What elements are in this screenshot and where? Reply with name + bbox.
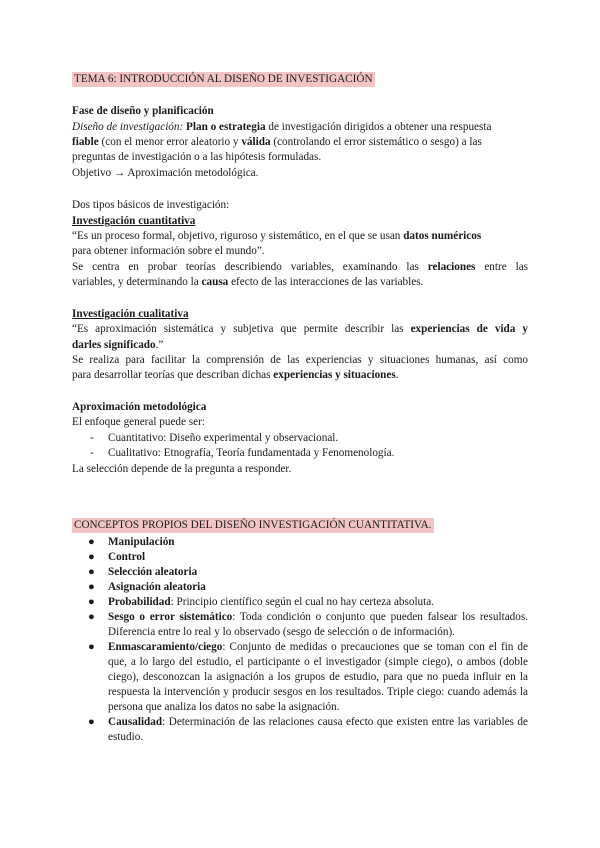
- cuantitativa-quote-1: [72, 229, 528, 244]
- cual-p2-end: .: [395, 369, 399, 381]
- cuantitativa-heading: Investigación cuantitativa: [72, 215, 196, 227]
- cuantitativa-quote-2: para obtener información sobre el mundo”.: [72, 245, 265, 257]
- bullet-marker: ●: [88, 566, 95, 578]
- concept-term: Probabilidad: [108, 596, 171, 608]
- def-term: Diseño de investigación:: [72, 121, 184, 133]
- concept-text: : Principio científico según el cual no hay certeza absoluta.: [170, 596, 435, 608]
- list-item: [72, 580, 528, 595]
- title-row: [72, 72, 528, 87]
- aproximacion-item-text: Cualitativo: Etnografía, Teoría fundamentada y Fenomenología.: [108, 447, 395, 459]
- bullet-marker: ●: [88, 611, 95, 623]
- list-item: [72, 715, 528, 745]
- cuant-p2-end: efecto de las interacciones de las variables.: [231, 276, 424, 288]
- cual-p2-text: para desarrollar teorías que describan dichas: [72, 369, 271, 381]
- conceptos-title-row: [72, 518, 528, 533]
- list-item: [72, 565, 528, 580]
- def-text-3: (controlando el error sistemático o sesgo) a las: [273, 136, 482, 148]
- dash-marker: -: [90, 447, 94, 459]
- cuantitativa-para-1: [72, 260, 528, 275]
- cuant-p1-bold: relaciones: [427, 261, 476, 273]
- cual-quote-text: “Es aproximación sistemática y subjetiva que permite describir las: [72, 323, 404, 335]
- bullet-marker: ●: [88, 641, 95, 653]
- bullet-marker: ●: [88, 596, 95, 608]
- concept-text: : Toda condición o conjunto que pueden falsear los resultados. Diferencia entre lo real y lo observado (sesgo de selección o de información).: [108, 611, 528, 638]
- concept-term: Manipulación: [108, 536, 175, 548]
- concept-term: Sesgo o error sistemático: [108, 611, 233, 623]
- concept-term: Selección aleatoria: [108, 566, 198, 578]
- aproximacion-list: [72, 431, 528, 461]
- concept-term: Enmascaramiento/ciego: [108, 641, 223, 653]
- bullet-marker: ●: [88, 536, 95, 548]
- list-item: [72, 535, 528, 550]
- def-text-1: de investigación dirigidos a obtener una respuesta: [268, 121, 492, 133]
- concept-text: : Determinación de las relaciones causa efecto que existen entre las variables de estudio.: [108, 716, 528, 743]
- cual-quote-bold: experiencias de vida y: [410, 323, 528, 335]
- cuant-p2-text: variables, y determinando la: [72, 276, 199, 288]
- fase-definition-line-3: preguntas de investigación o a las hipótesis formuladas.: [72, 151, 322, 163]
- list-item: [72, 640, 528, 715]
- fase-definition-line-1: [72, 120, 528, 135]
- aproximacion-outro: La selección depende de la pregunta a responder.: [72, 463, 292, 475]
- cualitativa-quote-2: [72, 338, 528, 353]
- list-item: [72, 550, 528, 565]
- list-item: [72, 595, 528, 610]
- cualitativa-heading: Investigación cualitativa: [72, 308, 189, 320]
- bullet-marker: ●: [88, 581, 95, 593]
- bullet-marker: ●: [88, 551, 95, 563]
- aproximacion-intro: El enfoque general puede ser:: [72, 416, 205, 428]
- cual-quote-end: .”: [155, 339, 164, 351]
- page-title: TEMA 6: INTRODUCCIÓN AL DISEÑO DE INVESTIGACIÓN: [74, 73, 373, 85]
- list-item: [72, 431, 528, 446]
- concept-term: Asignación aleatoria: [108, 581, 206, 593]
- cuant-p1-text: Se centra en probar teorías describiendo variables, examinando las: [72, 261, 419, 273]
- cuant-p2-bold: causa: [201, 276, 229, 288]
- cualitativa-para-1: Se realiza para facilitar la comprensión de las experiencias y situaciones humanas, así como: [72, 354, 528, 366]
- tipos-intro: Dos tipos básicos de investigación:: [72, 199, 230, 211]
- cuantitativa-para-2: [72, 275, 528, 290]
- fase-objetivo: Objetivo → Aproximación metodológica.: [72, 167, 259, 179]
- list-item: [72, 610, 528, 640]
- cuant-p1-end: entre las: [484, 261, 529, 273]
- aproximacion-heading: Aproximación metodológica: [72, 401, 207, 413]
- cuant-quote-text: “Es un proceso formal, objetivo, riguroso y sistemático, en el que se usan: [72, 230, 401, 242]
- fase-heading: Fase de diseño y planificación: [72, 105, 214, 117]
- def-bold-fiable: fiable: [72, 136, 99, 148]
- def-text-2: (con el menor error aleatorio y: [101, 136, 239, 148]
- dash-marker: -: [90, 432, 94, 444]
- fase-definition-line-2: [72, 135, 528, 150]
- cualitativa-para-2: [72, 368, 528, 383]
- bullet-marker: ●: [88, 716, 95, 728]
- concept-text: : Conjunto de medidas o precauciones que se toman con el fin de que, a lo largo del estudio, el participante o el investigador (simple ciego), o ambos (doble ciego), desconozcan la asignación a los grupos de estudio, para que no pueda influir en la respuesta la intervención y producir sesgos en los resultados. Triple ciego: cuando además la persona que analiza los datos no sabe la asignación.: [108, 641, 528, 713]
- concept-term: Control: [108, 551, 146, 563]
- def-bold-plan: Plan o estrategia: [186, 121, 266, 133]
- cuant-quote-bold: datos numéricos: [403, 230, 482, 242]
- conceptos-title: CONCEPTOS PROPIOS DEL DISEÑO INVESTIGACIÓN CUANTITATIVA.: [74, 519, 432, 531]
- aproximacion-item-text: Cuantitativo: Diseño experimental y observacional.: [108, 432, 339, 444]
- list-item: [72, 446, 528, 461]
- conceptos-list: [72, 535, 528, 745]
- cual-quote-bold-2: darles significado: [72, 339, 156, 351]
- def-bold-valida: válida: [241, 136, 271, 148]
- cual-p2-bold: experiencias y situaciones: [273, 369, 396, 381]
- cualitativa-quote-1: [72, 322, 528, 337]
- concept-term: Causalidad: [108, 716, 163, 728]
